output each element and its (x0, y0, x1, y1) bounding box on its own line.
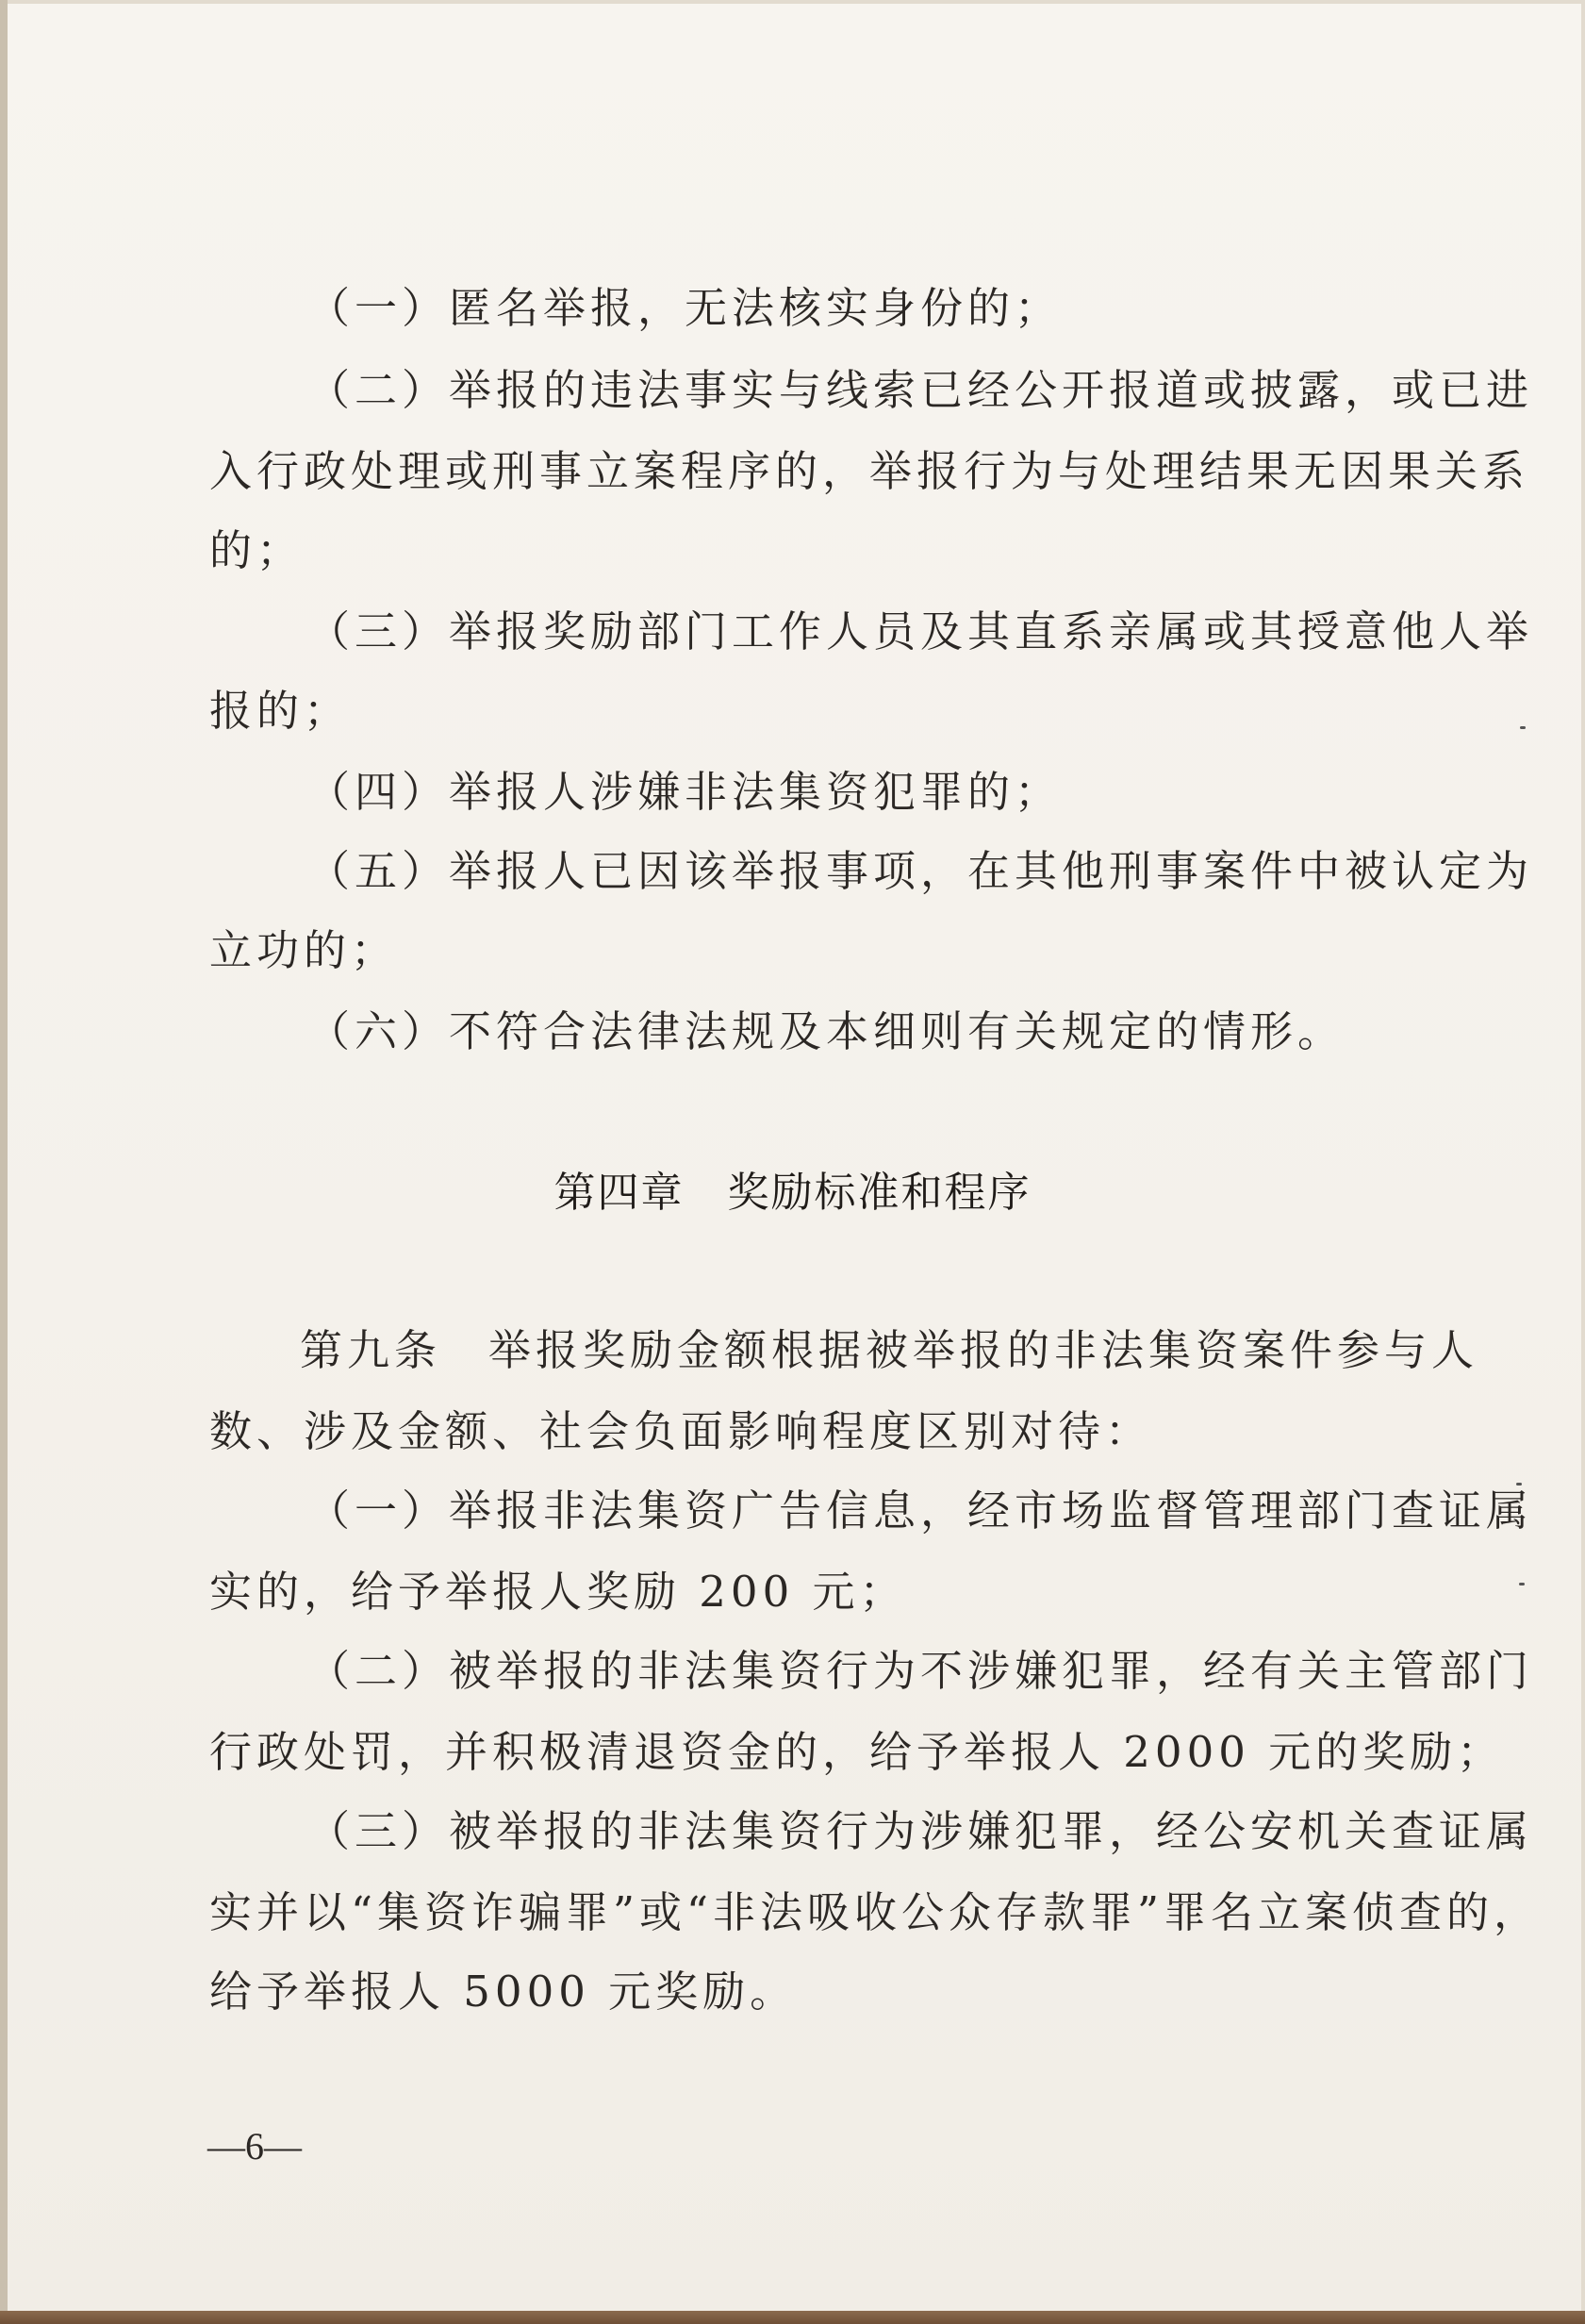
clause-line-8: （五）举报人已因该举报事项，在其他刑事案件中被认定为 (307, 846, 1534, 896)
article-line-4: 实的，给予举报人奖励 200 元； (209, 1567, 907, 1617)
clause-line-1: （一）匿名举报，无法核实身份的； (307, 283, 1063, 333)
article-line-6: 行政处罚，并积极清退资金的，给予举报人 2000 元的奖励； (209, 1727, 1505, 1777)
clause-line-7: （四）举报人涉嫌非法集资犯罪的； (307, 767, 1063, 817)
chapter-heading: 第四章 奖励标准和程序 (553, 1169, 1032, 1217)
page-bottom-edge (0, 2311, 1585, 2324)
clause-line-9: 立功的； (209, 925, 399, 975)
article-line-7: （三）被举报的非法集资行为涉嫌犯罪，经公安机关查证属 (307, 1806, 1534, 1856)
page-left-edge (0, 0, 8, 2324)
clause-line-6: 报的； (209, 686, 352, 736)
scan-speck (1520, 726, 1526, 729)
clause-line-3: 入行政处理或刑事立案程序的，举报行为与处理结果无因果关系 (209, 446, 1530, 496)
article-line-8: 实并以“集资诈骗罪”或“非法吸收公众存款罪”罪名立案侦查的， (209, 1887, 1542, 1937)
article-line-2: 数、涉及金额、社会负面影响程度区别对待： (209, 1406, 1153, 1456)
article-line-9: 给予举报人 5000 元奖励。 (209, 1967, 798, 2017)
scan-speck (1516, 1483, 1522, 1486)
article-line-3: （一）举报非法集资广告信息，经市场监督管理部门查证属 (307, 1486, 1534, 1536)
page-number: —6— (207, 2125, 302, 2167)
article-line-5: （二）被举报的非法集资行为不涉嫌犯罪，经有关主管部门 (307, 1646, 1534, 1696)
clause-line-4: 的； (209, 525, 305, 575)
clause-line-5: （三）举报奖励部门工作人员及其直系亲属或其授意他人举 (307, 606, 1534, 656)
clause-line-10: （六）不符合法律法规及本细则有关规定的情形。 (307, 1006, 1346, 1056)
article-line-1: 第九条 举报奖励金额根据被举报的非法集资案件参与人 (300, 1325, 1479, 1375)
scan-speck (1519, 1583, 1525, 1585)
clause-line-2: （二）举报的违法事实与线索已经公开报道或披露，或已进 (307, 365, 1534, 415)
